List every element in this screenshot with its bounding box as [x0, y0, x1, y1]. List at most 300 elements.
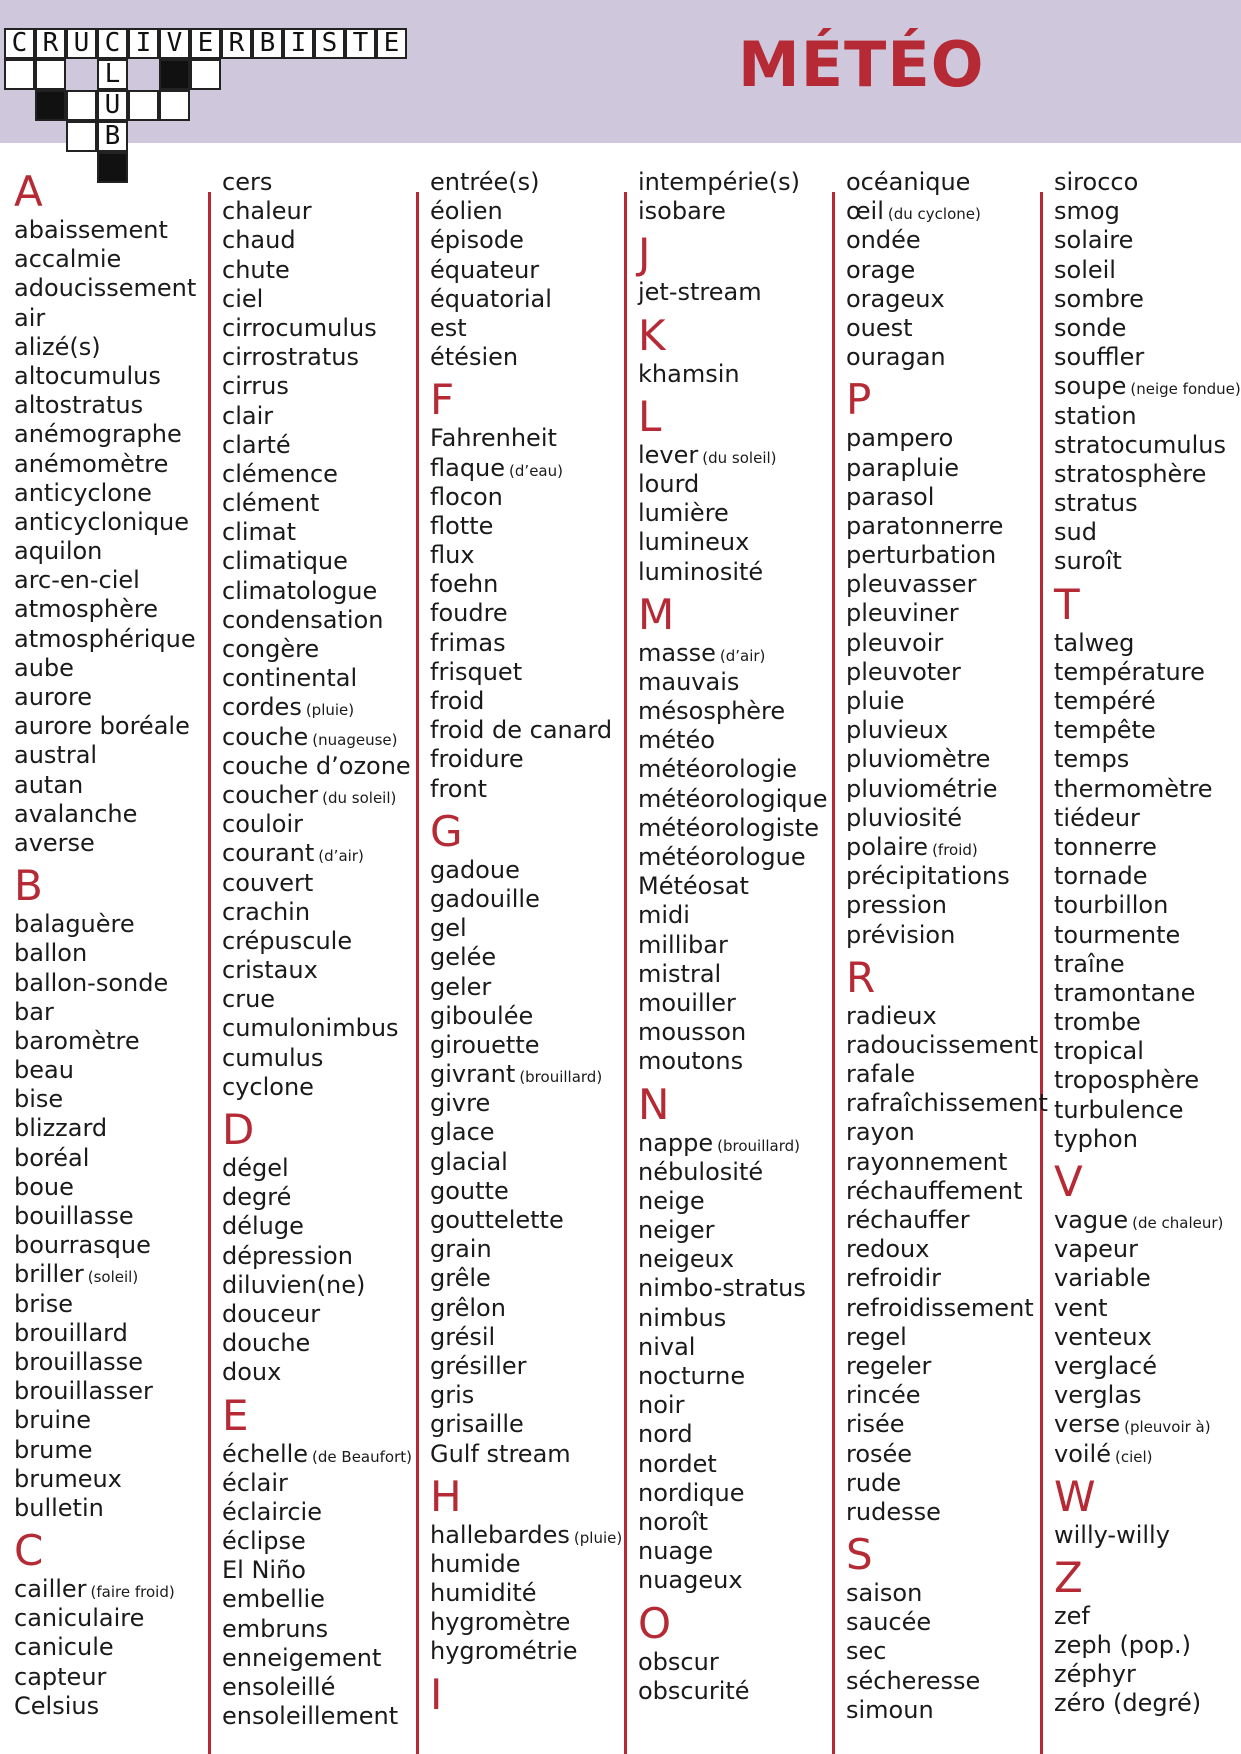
- word-entry: [430, 256, 630, 285]
- word-text: hygromètre: [430, 1608, 571, 1637]
- word-text: midi: [638, 901, 690, 930]
- word-text: frisquet: [430, 657, 523, 686]
- word-text: capteur: [14, 1662, 107, 1691]
- section-letter: K: [638, 310, 666, 360]
- word-text: gadouille: [430, 884, 540, 913]
- word-text: atmosphère: [14, 595, 158, 624]
- word-entry: [846, 1410, 1046, 1439]
- word-text: foehn: [430, 570, 499, 599]
- letter-section: [638, 1596, 838, 1706]
- word-entry: [430, 716, 630, 745]
- word-text: chute: [222, 255, 290, 284]
- section-letter: N: [638, 1079, 670, 1129]
- word-entry: [638, 1216, 838, 1245]
- word-entry: [1054, 197, 1241, 226]
- word-entry: [638, 989, 838, 1018]
- word-text: noir: [638, 1391, 685, 1420]
- logo-letter-cell: U: [97, 90, 128, 121]
- word-entry: [14, 362, 214, 391]
- word-entry: [14, 1494, 214, 1523]
- word-entry: [846, 629, 1046, 658]
- word-entry: [222, 606, 422, 635]
- word-text: sec: [846, 1637, 887, 1666]
- word-entry: [222, 1073, 422, 1102]
- word-entry: [222, 752, 422, 781]
- word-entry: [846, 1696, 1046, 1725]
- word-text: givrant: [430, 1060, 516, 1089]
- word-entry: [222, 1527, 422, 1556]
- word-text: bulletin: [14, 1493, 104, 1522]
- word-text: brouillasse: [14, 1347, 143, 1376]
- logo-letter-cell: U: [66, 28, 97, 59]
- word-entry: [846, 804, 1046, 833]
- word-text: grisaille: [430, 1410, 524, 1439]
- word-text: altocumulus: [14, 361, 161, 390]
- word-entry: [638, 1333, 838, 1362]
- word-entry: [846, 483, 1046, 512]
- word-text: traîne: [1054, 949, 1125, 978]
- word-entry: [430, 1002, 630, 1031]
- word-text: smog: [1054, 197, 1120, 226]
- word-entry: [638, 1047, 838, 1076]
- word-text: sombre: [1054, 284, 1144, 313]
- word-text: beau: [14, 1056, 74, 1085]
- word-entry: [14, 1604, 214, 1633]
- word-text: précipitations: [846, 862, 1010, 891]
- word-entry: [846, 197, 1046, 226]
- word-text: hallebardes: [430, 1520, 570, 1549]
- word-text: courant: [222, 839, 315, 868]
- word-entry: [638, 1648, 838, 1677]
- word-text: pluvieux: [846, 716, 949, 745]
- word-entry: [430, 1521, 630, 1550]
- word-text: aurore: [14, 683, 93, 711]
- letter-section: [638, 587, 838, 1077]
- word-text: étésien: [430, 343, 519, 372]
- word-text: nival: [638, 1332, 696, 1361]
- word-text: flaque: [430, 453, 506, 482]
- word-text: crue: [222, 985, 276, 1014]
- word-entry: [846, 1294, 1046, 1323]
- word-text: pleuviner: [846, 599, 959, 628]
- word-text: temps: [1054, 745, 1130, 774]
- letter-section: [1054, 577, 1241, 1154]
- word-text: accalmie: [14, 245, 122, 274]
- word-text: météorologue: [638, 843, 806, 871]
- word-entry: [222, 1615, 422, 1644]
- word-entry: [1054, 431, 1241, 460]
- word-text: crépuscule: [222, 926, 353, 955]
- word-text: tornade: [1054, 862, 1148, 891]
- word-text: brouillard: [14, 1318, 128, 1347]
- word-text: cailler: [14, 1575, 87, 1604]
- word-entry: [14, 771, 214, 800]
- word-entry: [638, 1479, 838, 1508]
- word-entry: [1054, 1206, 1241, 1235]
- word-entry: [846, 1002, 1046, 1031]
- word-text: saison: [846, 1579, 923, 1608]
- word-entry: [1054, 1410, 1241, 1439]
- word-text: zef: [1054, 1601, 1090, 1630]
- word-text: regel: [846, 1322, 907, 1351]
- word-entry: [222, 1673, 422, 1702]
- word-text: épisode: [430, 226, 524, 255]
- word-entry: [222, 839, 422, 868]
- word-text: boréal: [14, 1143, 90, 1172]
- word-note: (de chaleur): [1132, 1214, 1224, 1232]
- word-entry: [1054, 1008, 1241, 1037]
- word-text: Fahrenheit: [430, 424, 557, 453]
- word-entry: [222, 314, 422, 343]
- word-text: jet-stream: [638, 278, 762, 307]
- word-text: bourrasque: [14, 1231, 151, 1260]
- word-text: embruns: [222, 1614, 329, 1643]
- word-text: tropical: [1054, 1037, 1144, 1066]
- word-text: pluviométrie: [846, 774, 998, 803]
- word-note: (d’air): [318, 847, 364, 866]
- word-entry: [14, 625, 214, 654]
- letter-section: [846, 372, 1046, 949]
- word-entry: [1054, 1521, 1241, 1550]
- word-entry: [846, 285, 1046, 314]
- word-entry: [14, 595, 214, 624]
- word-entry: [14, 1663, 214, 1692]
- word-entry: [14, 508, 214, 537]
- word-entry: [846, 1031, 1046, 1060]
- word-text: clarté: [222, 430, 291, 459]
- word-text: ouragan: [846, 343, 946, 372]
- section-letter: V: [1054, 1157, 1083, 1206]
- word-entry: [638, 931, 838, 960]
- word-text: intempérie(s): [638, 168, 800, 196]
- word-entry: [638, 668, 838, 697]
- logo-black-cell: [159, 59, 190, 90]
- word-entry: [14, 1348, 214, 1377]
- word-text: giboulée: [430, 1001, 534, 1030]
- word-text: brumeux: [14, 1464, 122, 1493]
- word-text: froid: [430, 687, 485, 715]
- word-text: frimas: [430, 628, 506, 657]
- word-text: enneigement: [222, 1643, 382, 1672]
- word-text: arc-en-ciel: [14, 566, 140, 595]
- word-text: ondée: [846, 226, 921, 255]
- word-column-5: [846, 168, 1046, 1725]
- word-entry: [638, 726, 838, 755]
- word-entry: [222, 1242, 422, 1271]
- word-text: aurore boréale: [14, 712, 190, 741]
- word-entry: [14, 245, 214, 274]
- word-note: (pluie): [305, 701, 355, 720]
- word-entry: [638, 1129, 838, 1158]
- word-text: pleuvoter: [846, 657, 961, 686]
- word-text: averse: [14, 828, 95, 857]
- word-entry: [430, 1637, 630, 1666]
- word-entry: [430, 1579, 630, 1608]
- word-text: grésil: [430, 1322, 496, 1351]
- word-text: verglas: [1054, 1381, 1142, 1410]
- word-text: océanique: [846, 168, 971, 196]
- letter-section: [638, 226, 838, 307]
- word-text: mistral: [638, 959, 722, 988]
- word-text: alizé(s): [14, 332, 101, 361]
- word-entry: [1054, 1440, 1241, 1469]
- word-text: tourbillon: [1054, 891, 1169, 920]
- word-note: (pleuvoir à): [1124, 1418, 1211, 1437]
- word-text: nocturne: [638, 1362, 746, 1390]
- word-text: douceur: [222, 1299, 321, 1328]
- word-text: nimbus: [638, 1303, 727, 1332]
- word-text: isobare: [638, 197, 726, 226]
- word-entry: [1054, 658, 1241, 687]
- word-text: flux: [430, 541, 475, 570]
- word-entry: [1054, 1096, 1241, 1125]
- word-entry: [14, 829, 214, 858]
- word-entry: [222, 372, 422, 401]
- word-text: nébulosité: [638, 1157, 764, 1186]
- word-entry: [430, 599, 630, 628]
- logo-empty-cell: [66, 90, 97, 121]
- word-entry: [430, 512, 630, 541]
- word-text: flocon: [430, 482, 503, 511]
- word-text: grêle: [430, 1264, 491, 1293]
- word-entry: [222, 1469, 422, 1498]
- word-entry: [638, 528, 838, 557]
- logo-empty-cell: [4, 59, 35, 90]
- word-entry: [846, 1469, 1046, 1498]
- word-text: crachin: [222, 897, 311, 926]
- word-entry: [222, 723, 422, 752]
- word-text: caniculaire: [14, 1604, 145, 1633]
- word-entry: [14, 1260, 214, 1289]
- word-entry: [222, 1358, 422, 1387]
- word-entry: [14, 1231, 214, 1260]
- word-entry: [430, 1550, 630, 1579]
- word-entry: [846, 599, 1046, 628]
- word-text: orageux: [846, 284, 945, 313]
- word-entry: [14, 910, 214, 939]
- word-entry: [1054, 1660, 1241, 1689]
- word-text: obscurité: [638, 1676, 750, 1705]
- word-entry: [1054, 745, 1241, 774]
- word-entry: [14, 1436, 214, 1465]
- word-entry: [1054, 862, 1241, 891]
- word-entry: [14, 1114, 214, 1143]
- word-note: (d’eau): [509, 461, 563, 480]
- word-text: douche: [222, 1329, 311, 1358]
- word-text: station: [1054, 401, 1137, 430]
- word-entry: [222, 869, 422, 898]
- word-text: perturbation: [846, 541, 997, 570]
- letter-section: [430, 1469, 630, 1667]
- word-entry: [222, 343, 422, 372]
- word-note: (du soleil): [702, 448, 777, 467]
- word-entry: [638, 197, 838, 226]
- word-text: réchauffer: [846, 1206, 970, 1234]
- word-text: clément: [222, 489, 320, 518]
- word-entry: [1054, 921, 1241, 950]
- word-entry: [638, 1304, 838, 1333]
- word-text: tramontane: [1054, 978, 1196, 1007]
- section-letter: Z: [1054, 1552, 1083, 1602]
- word-text: vapeur: [1054, 1235, 1138, 1264]
- word-entry: [430, 1608, 630, 1637]
- letter-section: [14, 168, 214, 858]
- letter-section: [14, 1523, 214, 1721]
- letter-section: [638, 168, 838, 226]
- word-text: entrée(s): [430, 168, 540, 196]
- word-text: verse: [1054, 1410, 1121, 1439]
- logo-empty-cell: [128, 90, 159, 121]
- word-entry: [14, 1406, 214, 1435]
- word-entry: [14, 304, 214, 333]
- word-text: pleuvoir: [846, 628, 944, 657]
- word-entry: [846, 541, 1046, 570]
- word-entry: [222, 927, 422, 956]
- word-entry: [430, 570, 630, 599]
- word-text: adoucissement: [14, 274, 197, 303]
- word-entry: [430, 745, 630, 774]
- word-text: cirrostratus: [222, 343, 359, 372]
- word-entry: [1054, 1323, 1241, 1352]
- word-entry: [222, 577, 422, 606]
- word-entry: [846, 314, 1046, 343]
- logo-letter-cell: R: [221, 28, 252, 59]
- word-entry: [1054, 775, 1241, 804]
- logo-letter-cell: R: [35, 28, 66, 59]
- logo-letter-cell: V: [159, 28, 190, 59]
- word-entry: [14, 566, 214, 595]
- word-entry: [846, 1352, 1046, 1381]
- word-text: givre: [430, 1089, 491, 1118]
- word-entry: [430, 1235, 630, 1264]
- word-text: front: [430, 774, 488, 803]
- word-text: luminosité: [638, 557, 764, 586]
- word-entry: [638, 960, 838, 989]
- word-text: couche d’ozone: [222, 751, 411, 780]
- word-text: variable: [1054, 1264, 1151, 1293]
- word-text: lever: [638, 440, 699, 469]
- section-letter: W: [1054, 1471, 1096, 1521]
- word-text: solaire: [1054, 226, 1134, 255]
- word-text: congère: [222, 635, 320, 663]
- word-entry: [846, 1235, 1046, 1264]
- word-entry: [1054, 950, 1241, 979]
- word-text: Météosat: [638, 872, 749, 901]
- word-text: météo: [638, 726, 716, 755]
- section-letter: S: [846, 1530, 873, 1580]
- word-text: bouillasse: [14, 1202, 134, 1230]
- section-letter: E: [222, 1390, 249, 1440]
- word-text: neiger: [638, 1216, 715, 1245]
- word-text: obscur: [638, 1647, 719, 1676]
- word-text: anémographe: [14, 420, 182, 449]
- word-entry: [846, 745, 1046, 774]
- word-entry: [430, 775, 630, 804]
- word-entry: [638, 901, 838, 930]
- logo-letter-cell: I: [128, 28, 159, 59]
- word-entry: [430, 424, 630, 453]
- word-entry: [14, 998, 214, 1027]
- word-entry: [1054, 460, 1241, 489]
- word-entry: [430, 1264, 630, 1293]
- word-note: (faire froid): [90, 1583, 175, 1602]
- word-entry: [222, 547, 422, 576]
- word-note: (soleil): [87, 1268, 139, 1287]
- word-entry: [1054, 168, 1241, 197]
- word-entry: [638, 1566, 838, 1595]
- word-entry: [846, 343, 1046, 372]
- word-text: thermomètre: [1054, 774, 1213, 803]
- letter-section: [1054, 168, 1241, 577]
- word-entry: [14, 969, 214, 998]
- word-entry: [430, 1206, 630, 1235]
- word-text: girouette: [430, 1030, 540, 1059]
- word-entry: [222, 489, 422, 518]
- word-text: ouest: [846, 313, 913, 342]
- word-entry: [14, 1085, 214, 1114]
- word-text: embellie: [222, 1585, 325, 1614]
- word-entry: [222, 1498, 422, 1527]
- word-entry: [222, 1440, 422, 1469]
- word-entry: [846, 512, 1046, 541]
- word-text: pampero: [846, 424, 954, 453]
- word-entry: [430, 1352, 630, 1381]
- word-entry: [1054, 1381, 1241, 1410]
- word-entry: [1054, 314, 1241, 343]
- word-column-6: [1054, 168, 1241, 1719]
- logo-black-cell: [35, 90, 66, 121]
- word-text: réchauffement: [846, 1176, 1023, 1205]
- word-entry: [846, 1440, 1046, 1469]
- word-text: mésosphère: [638, 697, 786, 726]
- word-text: trombe: [1054, 1008, 1141, 1037]
- section-letter: P: [846, 375, 872, 425]
- word-text: avalanche: [14, 799, 138, 828]
- word-entry: [638, 814, 838, 843]
- word-text: polaire: [846, 832, 929, 861]
- word-entry: [14, 712, 214, 741]
- letter-section: [430, 168, 630, 372]
- word-text: cirrus: [222, 372, 289, 401]
- word-entry: [1054, 343, 1241, 372]
- word-entry: [1054, 489, 1241, 518]
- word-entry: [14, 391, 214, 420]
- word-text: couvert: [222, 868, 314, 897]
- word-text: grésiller: [430, 1351, 527, 1380]
- word-entry: [638, 168, 838, 197]
- word-entry: [430, 885, 630, 914]
- word-entry: [638, 441, 838, 470]
- word-text: radieux: [846, 1001, 937, 1030]
- word-entry: [638, 755, 838, 784]
- logo-letter-cell: T: [345, 28, 376, 59]
- word-text: verglacé: [1054, 1351, 1157, 1380]
- word-entry: [222, 956, 422, 985]
- word-entry: [1054, 402, 1241, 431]
- word-entry: [1054, 1264, 1241, 1293]
- letter-section: [846, 1527, 1046, 1725]
- word-text: cers: [222, 168, 273, 196]
- word-entry: [430, 168, 630, 197]
- word-entry: [430, 1177, 630, 1206]
- word-text: refroidissement: [846, 1293, 1034, 1322]
- word-text: gelée: [430, 943, 497, 972]
- word-text: est: [430, 313, 467, 342]
- word-entry: [846, 570, 1046, 599]
- word-entry: [846, 1118, 1046, 1147]
- word-entry: [14, 741, 214, 770]
- letter-section: [638, 308, 838, 389]
